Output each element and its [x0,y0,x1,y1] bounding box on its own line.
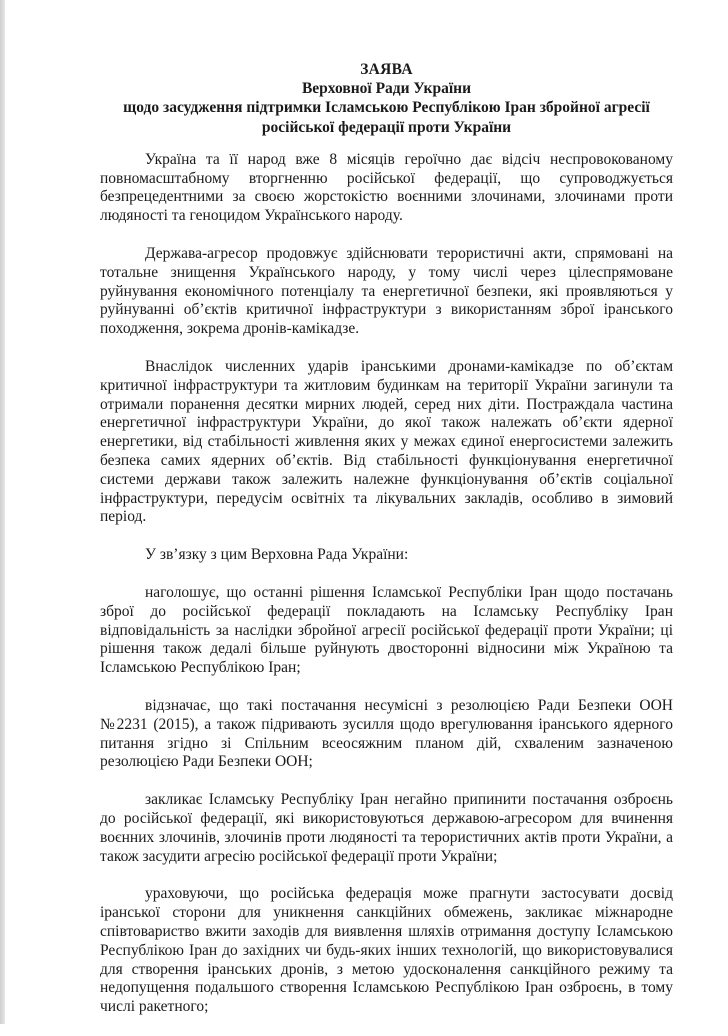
paragraph-calls-on-community: ураховуючи, що російська федерація може прагнути застосувати досвід іранської сторони для уникнення санкційних обмежень, закликає міжнародне співтовариство вжити заходів для виявлення шляхів отримання доступу Ісламською Республікою Іран до західних чи будь-яких інших технологій, що використовувалися для створення іранських дронів, з метою удосконалення санкційного режиму та недопущення подальшого створення Ісламською Республікою Іран озброєнь, в тому числі ракетного; [100,885,673,1016]
paragraph-calls-on-iran: закликає Ісламську Республіку Іран негайно припинити постачання озброєнь до російської федерації, які використовуються державою-агресором для вчинення воєнних злочинів, злочинів проти людяності та терористичних актів проти України, а також засудити агресію російської федерації проти України; [100,791,673,865]
paragraph-intro: Україна та її народ вже 8 місяців героїчно дає відсіч неспровокованому повномасштабному вторгненню російської федерації, що супроводжується безпрецедентними за своєю жорстокістю воєнними злочинами, злочинами проти людяності та геноцидом Українського народу. [100,150,673,225]
title-line-statement: ЗАЯВА [360,61,413,78]
document-title [100,60,673,137]
paragraph-drone-strikes: Внаслідок численних ударів іранськими дронами-камікадзе по об’єктам критичної інфраструктури та житловим будинкам на території України загинули та отримали поранення десятки мирних людей, серед них діти. Постраждала частина енергетичної інфраструктури України, до якої також належать об’єкти ядерної енергетики, від стабільності живлення яких у межах єдиної енергосистеми залежить безпека самих ядерних об’єктів. Від стабільності функціонування енергетичної системи держави також залежить належне функціонування об’єктів соціальної інфраструктури, передусім освітніх та лікувальних закладів, особливо в зимовий період. [100,357,673,526]
title-line-subject: щодо засудження підтримки Ісламською Республікою Іран збройної агресії [123,99,650,117]
document-page [100,60,673,1036]
paragraph-aggressor-acts: Держава-агресор продовжує здійснювати терористичні акти, спрямовані на тотальне знищення Українського народу, у тому числі через цілеспрямоване руйнування економічного потенціалу та енергетичної безпеки, які проявляються у руйнуванні об’єктів критичної інфраструктури з використанням зброї іранського походження, зокрема дронів-камікадзе. [100,245,673,338]
paragraph-emphasizes: наголошує, що останні рішення Ісламської Республіки Іран щодо постачань зброї до російської федерації покладають на Ісламську Республіку Іран відповідальність за наслідки збройної агресії російської федерації проти України; ці рішення також дедалі більше руйнують двосторонні відносини між Україною та Ісламською Республікою Іран; [100,583,673,677]
paragraph-resolution-lead: У зв’язку з цим Верховна Рада України: [145,546,409,564]
paragraph-notes: відзначає, що такі постачання несумісні з резолюцією Ради Безпеки ООН №2231 (2015), а також підривають зусилля щодо врегулювання іранського ядерного питання згідно зі Спільним всеосяжним планом дій, схваленим зазначеною резолюцією Ради Безпеки ООН; [100,696,673,771]
title-line-subject-cont: російської федерації проти України [261,118,512,136]
page-edge-shadow [0,0,5,1024]
title-line-issuer: Верховної Ради України [301,80,472,98]
